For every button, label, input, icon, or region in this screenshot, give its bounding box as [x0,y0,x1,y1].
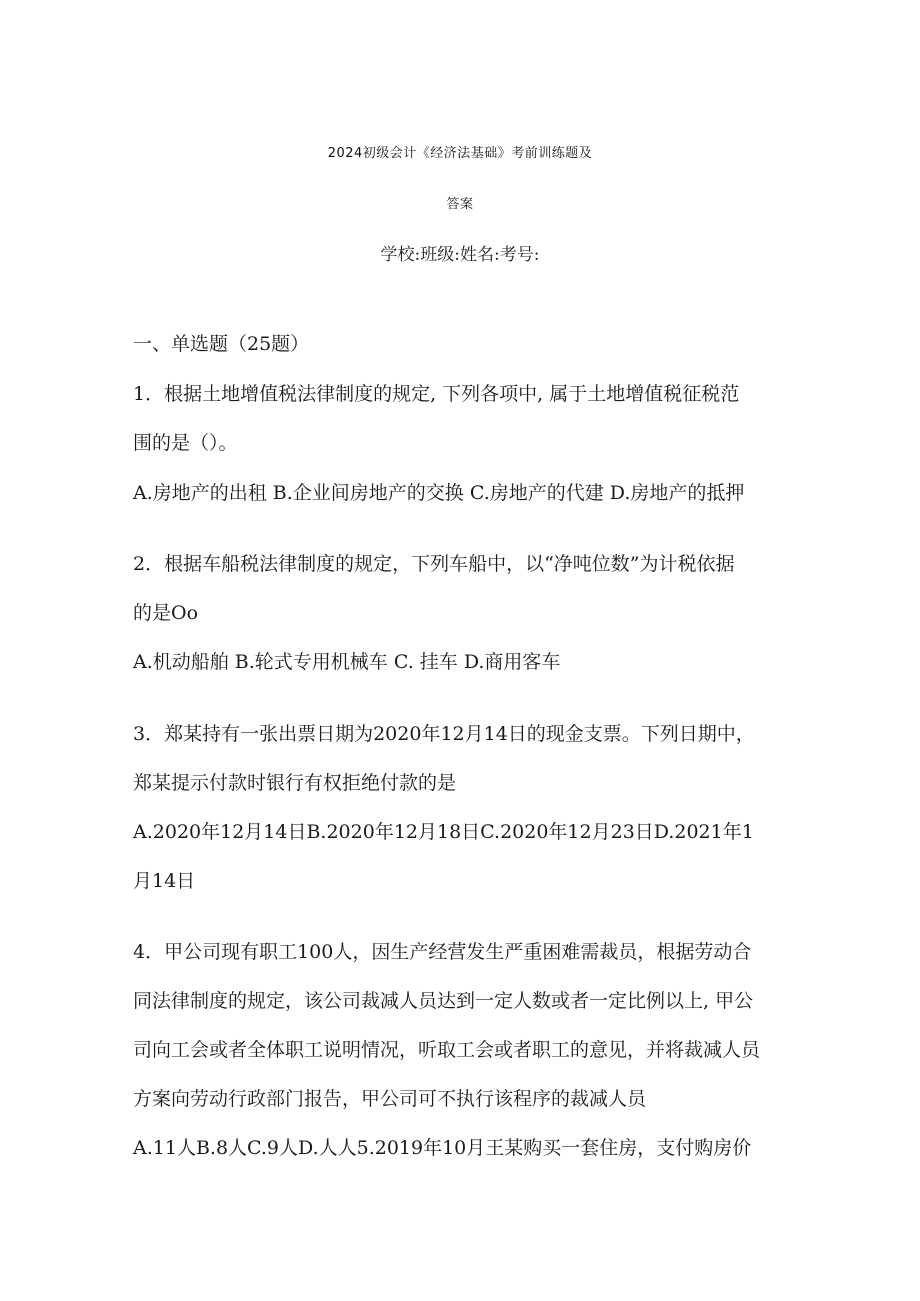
question-4-stem-line-1: 4．甲公司现有职工100人，因生产经营发生严重困难需裁员，根据劳动合 [133,941,752,963]
question-1-options: A.房地产的出租 B.企业间房地产的交换 C.房地产的代建 D.房地产的抵押 [133,482,745,504]
document-title-line-1: 2024初级会计《经济法基础》考前训练题及 [327,146,593,161]
question-3-stem-line-2: 郑某提示付款时银行有权拒绝付款的是 [133,772,457,794]
question-1-stem-line-1: 1．根据土地增值税法律制度的规定, 下列各项中, 属于土地增值税征税范 [133,383,740,405]
student-info-line: 学校:班级:姓名:考号: [380,245,540,265]
question-1-stem-line-2: 围的是（）。 [133,432,238,454]
question-2-stem-line-2: 的是Oo [133,602,199,624]
question-4-stem-line-4: 方案向劳动行政部门报告，甲公司可不执行该程序的裁减人员 [133,1088,647,1110]
question-4-options: A.11人B.8人C.9人D.人人5.2019年10月王某购买一套住房，支付购房价 [133,1137,752,1159]
section-heading: 一、单选题（25题） [133,333,310,355]
question-3-options-line-2: 月14日 [133,870,196,892]
question-3-stem-line-1: 3．郑某持有一张出票日期为2020年12月14日的现金支票。下列日期中， [133,723,755,745]
question-3-options-line-1: A.2020年12月14日B.2020年12月18日C.2020年12月23日D.2021年1 [133,821,754,843]
question-4-stem-line-3: 司向工会或者全体职工说明情况，听取工会或者职工的意见，并将裁减人员 [133,1039,761,1061]
question-2-stem-line-1: 2．根据车船税法律制度的规定，下列车船中，以“净吨位数”为计税依据 [133,553,735,575]
question-2-options: A.机动船舶 B.轮式专用机械车 C. 挂车 D.商用客车 [133,651,561,673]
question-4-stem-line-2: 同法律制度的规定，该公司裁减人员达到一定人数或者一定比例以上, 甲公 [133,990,754,1012]
document-title-line-2: 答案 [446,197,474,212]
